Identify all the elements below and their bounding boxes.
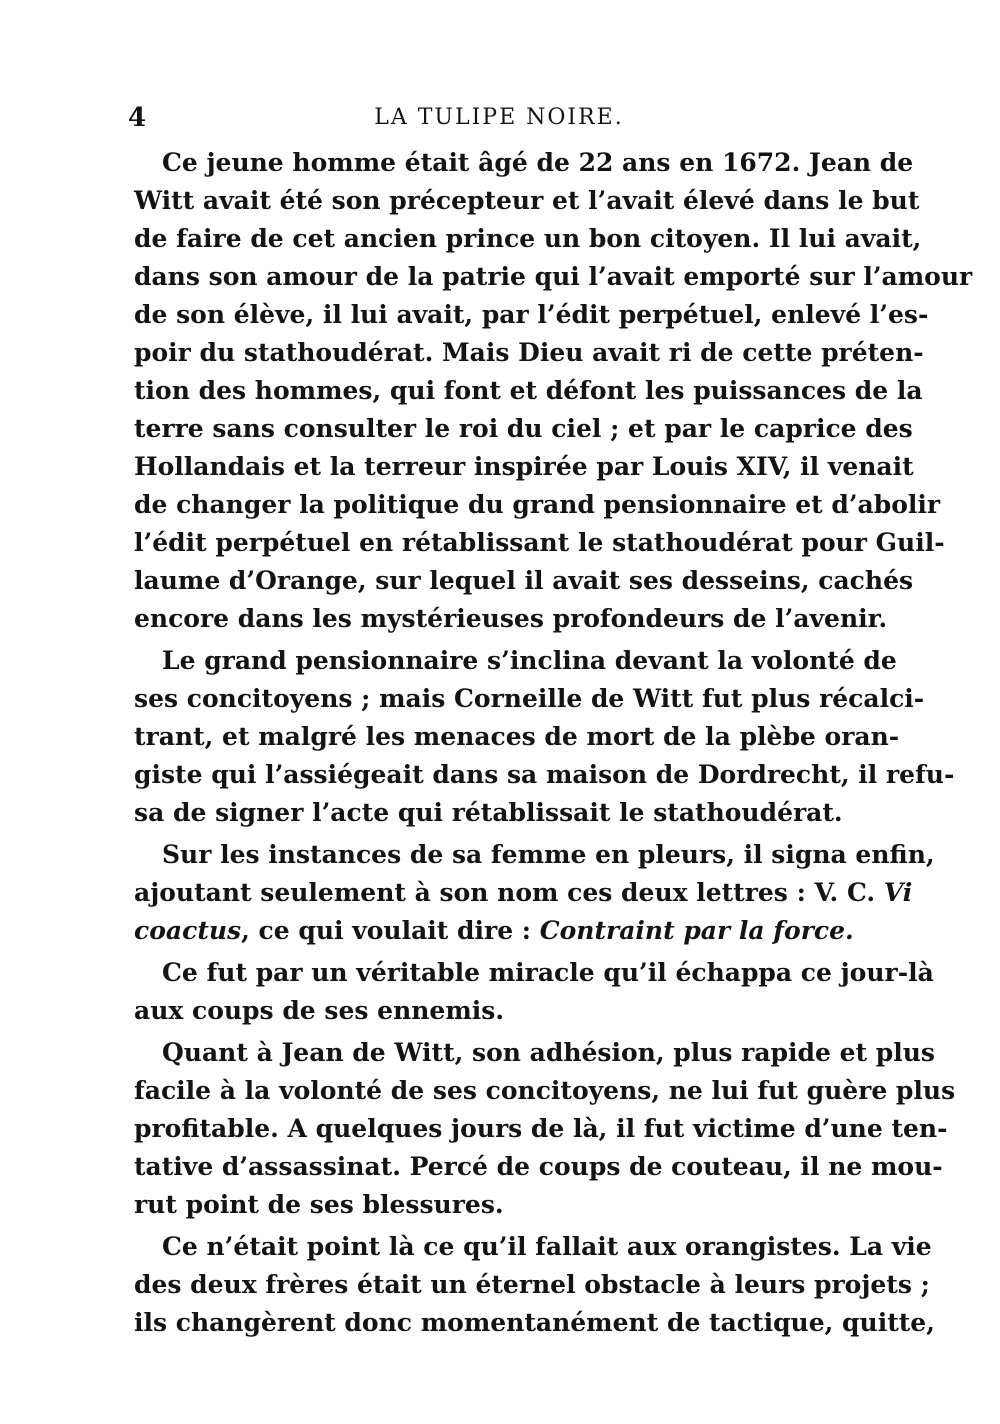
body-text (134, 144, 973, 1342)
text-line: poir du stathoudérat. Mais Dieu avait ri de cette préten- (134, 338, 924, 367)
paragraph-2 (134, 642, 955, 832)
running-title: LA TULIPE NOIRE. (374, 105, 624, 130)
paragraph-3 (134, 836, 935, 950)
text-line: de son élève, il lui avait, par l’édit perpétuel, enlevé l’es- (134, 300, 929, 329)
paragraph-1 (134, 144, 973, 638)
text-line: aux coups de ses ennemis. (134, 996, 505, 1025)
page-number: 4 (128, 103, 147, 133)
text-line: de faire de cet ancien prince un bon citoyen. Il lui avait, (134, 224, 922, 253)
text-line: profitable. A quelques jours de là, il fut victime d’une ten- (134, 1114, 948, 1143)
paragraph-6 (134, 1228, 935, 1342)
text-segment: , ce qui voulait dire : (241, 916, 540, 945)
text-line: laume d’Orange, sur lequel il avait ses desseins, cachés (134, 566, 914, 595)
text-line: encore dans les mystérieuses profondeurs de l’avenir. (134, 604, 888, 633)
text-line: dans son amour de la patrie qui l’avait emporté sur l’amour (134, 262, 973, 291)
text-line: Witt avait été son précepteur et l’avait élevé dans le but (134, 186, 920, 215)
text-line: l’édit perpétuel en rétablissant le stathoudérat pour Guil- (134, 528, 945, 557)
text-line: rut point de ses blessures. (134, 1190, 504, 1219)
text-segment: ajoutant seulement à son nom ces deux lettres : V. C. (134, 878, 876, 907)
text-line: terre sans consulter le roi du ciel ; et par le caprice des (134, 414, 913, 443)
text-line: trant, et malgré les menaces de mort de la plèbe oran- (134, 722, 900, 751)
text-line: tion des hommes, qui font et défont les puissances de la (134, 376, 923, 405)
text-line: giste qui l’assiégeait dans sa maison de Dordrecht, il refu- (134, 760, 955, 789)
text-line: tative d’assassinat. Percé de coups de couteau, il ne mou- (134, 1152, 943, 1181)
text-line: facile à la volonté de ses concitoyens, ne lui fut guère plus (134, 1076, 956, 1105)
text-line: Le grand pensionnaire s’inclina devant la volonté de (162, 646, 897, 675)
text-line: sa de signer l’acte qui rétablissait le stathoudérat. (134, 798, 843, 827)
text-line: Sur les instances de sa femme en pleurs, il signa enfin, (162, 840, 935, 869)
text-line: des deux frères était un éternel obstacle à leurs projets ; (134, 1270, 930, 1299)
text-line: Ce jeune homme était âgé de 22 ans en 1672. Jean de (162, 148, 914, 177)
text-line (134, 874, 913, 912)
paragraph-5 (134, 1034, 956, 1224)
text-line: Ce fut par un véritable miracle qu’il échappa ce jour-là (162, 958, 934, 987)
text-line: Quant à Jean de Witt, son adhésion, plus rapide et plus (162, 1038, 935, 1067)
italic-text: Contraint par la force. (539, 916, 854, 945)
text-line: Ce n’était point là ce qu’il fallait aux orangistes. La vie (162, 1232, 932, 1261)
text-line: ils changèrent donc momentanément de tactique, quitte, (134, 1308, 935, 1337)
italic-text: coactus (134, 916, 242, 945)
text-line (134, 912, 870, 950)
text-line: de changer la politique du grand pensionnaire et d’abolir (134, 490, 941, 519)
italic-text: Vi (883, 878, 913, 907)
page-header (128, 98, 870, 138)
text-line: Hollandais et la terreur inspirée par Louis XIV, il venait (134, 452, 914, 481)
paragraph-4 (134, 954, 934, 1030)
text-line: ses concitoyens ; mais Corneille de Witt fut plus récalci- (134, 684, 925, 713)
